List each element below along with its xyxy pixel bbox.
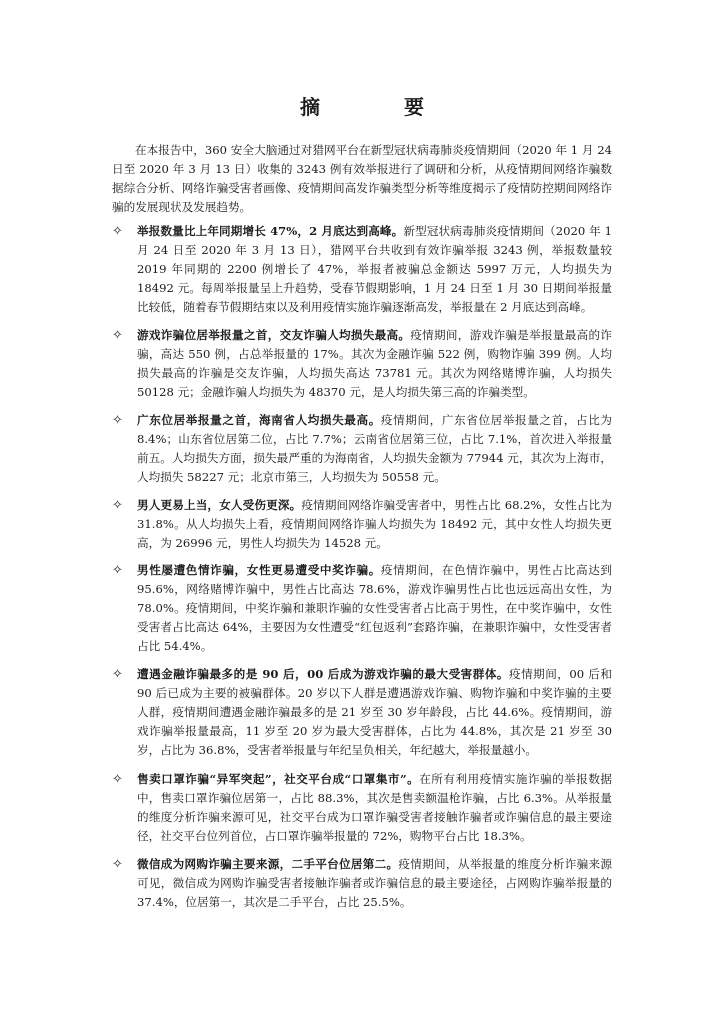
bullet-item-1 [112, 222, 612, 317]
bullet-item-6 [112, 665, 612, 760]
bullet-item-8 [112, 855, 612, 912]
bullet-lead: 微信成为网购诈骗主要来源，二手平台位居第二。 [137, 857, 399, 871]
bullet-diamond-icon: ✧ [112, 857, 123, 872]
bullet-lead: 游戏诈骗位居举报量之首，交友诈骗人均损失最高。 [137, 328, 411, 342]
bullet-diamond-icon: ✧ [112, 328, 123, 343]
bullet-body: 在所有利用疫情实施诈骗的举报数据中，售卖口罩诈骗位居第一，占比 88.3%，其次是售卖额温枪诈骗，占比 6.3%。从举报量的维度分析诈骗来源可见，社交平台成为口罩诈骗受害者接触诈骗者或诈骗信息的最主要途径，社交平台位列首位，占口罩诈骗举报量的 72%，购物平台占比 18.3%。 [137, 772, 612, 843]
page-title: 摘 要 [300, 95, 456, 119]
bullet-lead: 举报数量比上年同期增长 47%，2 月底达到高峰。 [137, 224, 404, 238]
bullet-diamond-icon: ✧ [112, 772, 123, 787]
bullet-text [112, 561, 612, 656]
bullet-lead: 男性屡遭色情诈骗，女性更易遭受中奖诈骗。 [137, 563, 381, 577]
bullet-body: 疫情期间网络诈骗受害者中，男性占比 68.2%，女性占比为 31.8%。从人均损失上看，疫情期间网络诈骗人均损失为 18492 元，其中女性人均损失更高，为 26996 元，男性人均损失为 14528 元。 [137, 498, 612, 550]
bullet-diamond-icon: ✧ [112, 563, 123, 578]
bullet-body: 疫情期间，游戏诈骗是举报量最高的诈骗，高达 550 例，占总举报量的 17%。其次为金融诈骗 522 例，购物诈骗 399 例。人均损失最高的诈骗是交友诈骗，人均损失高达 73781 元。其次为网络赌博诈骗，人均损失 50128 元；金融诈骗人均损失为 48370 元，是人均损失第三高的诈骗类型。 [137, 328, 612, 399]
bullet-diamond-icon: ✧ [112, 498, 123, 513]
bullet-lead: 广东位居举报量之首，海南省人均损失最高。 [137, 413, 381, 427]
bullet-text [112, 665, 612, 760]
bullet-item-2 [112, 326, 612, 402]
bullet-diamond-icon: ✧ [112, 413, 123, 428]
bullet-body: 疫情期间，广东省位居举报量之首，占比为 8.4%；山东省位居第二位，占比 7.7%；云南省位居第三位，占比 7.1%，首次进入举报量前五。人均损失方面，损失最严重的为海南省，人均损失金额为 77944 元，其次为上海市，人均损失 58227 元；北京市第三，人均损失为 50558 元。 [137, 413, 612, 484]
bullet-diamond-icon: ✧ [112, 667, 123, 682]
bullet-body: 疫情期间，00 后和 90 后已成为主要的被骗群体。20 岁以下人群是遭遇游戏诈骗、购物诈骗和中奖诈骗的主要人群，疫情期间遭遇金融诈骗最多的是 21 岁至 30 岁年龄段，占比 44.6%。疫情期间，游戏诈骗举报量最高，11 岁至 20 岁为最大受害群体，占比为 44.8%，其次是 21 岁至 30 岁，占比为 36.8%，受害者举报量与年纪呈负相关，年纪越大，举报量越小。 [137, 667, 612, 757]
bullet-text [112, 222, 612, 317]
bullet-diamond-icon: ✧ [112, 224, 123, 239]
bullet-lead: 售卖口罩诈骗“异军突起”，社交平台成“口罩集市”。 [137, 772, 420, 786]
bullet-body: 疫情期间，在色情诈骗中，男性占比高达到 95.6%，网络赌博诈骗中，男性占比高达 78.6%，游戏诈骗男性占比也远远高出女性，为 78.0%。疫情期间，中奖诈骗和兼职诈骗的女性受害者占比高于男性，在中奖诈骗中，女性受害者占比高达 64%，主要因为女性遭受“红包返利”套路诈骗，在兼职诈骗中，女性受害者占比 54.4%。 [137, 563, 612, 653]
bullet-body: 疫情期间，从举报量的维度分析诈骗来源可见，微信成为网购诈骗受害者接触诈骗者或诈骗信息的最主要途径，占网购诈骗举报量的 37.4%，位居第一，其次是二手平台，占比 25.5%。 [137, 857, 612, 909]
bullet-text [112, 770, 612, 846]
intro-paragraph: 在本报告中，360 安全大脑通过对猎网平台在新型冠状病毒肺炎疫情期间（2020 年 1 月 24 日至 2020 年 3 月 13 日）收集的 3243 例有效举报进行了调研和分析，从疫情期间网络诈骗数据综合分析、网络诈骗受害者画像、疫情期间高发诈骗类型分析等维度揭示了疫情防控期间网络诈骗的发展现状及发展趋势。 [112, 143, 612, 214]
bullet-item-4 [112, 496, 612, 553]
bullet-item-3 [112, 411, 612, 487]
bullet-text [112, 411, 612, 487]
bullet-body: 新型冠状病毒肺炎疫情期间（2020 年 1 月 24 日至 2020 年 3 月 13 日），猎网平台共收到有效诈骗举报 3243 例，举报数量较 2019 年同期的 2200 例增长了 47%，举报者被骗总金额达 5997 万元，人均损失为 18492 元。每周举报量呈上升趋势，受春节假期影响，1 月 24 日至 1 月 30 日期间举报量比较低，随着春节假期结束以及利用疫情实施诈骗逐渐高发，举报量在 2 月底达到高峰。 [137, 224, 612, 314]
bullet-text [112, 855, 612, 912]
bullet-item-5 [112, 561, 612, 656]
bullet-lead: 男人更易上当，女人受伤更深。 [137, 498, 302, 512]
bullet-lead: 遭遇金融诈骗最多的是 90 后，00 后成为游戏诈骗的最大受害群体。 [137, 667, 509, 681]
bullet-text [112, 326, 612, 402]
bullet-item-7 [112, 770, 612, 846]
bullet-text [112, 496, 612, 553]
